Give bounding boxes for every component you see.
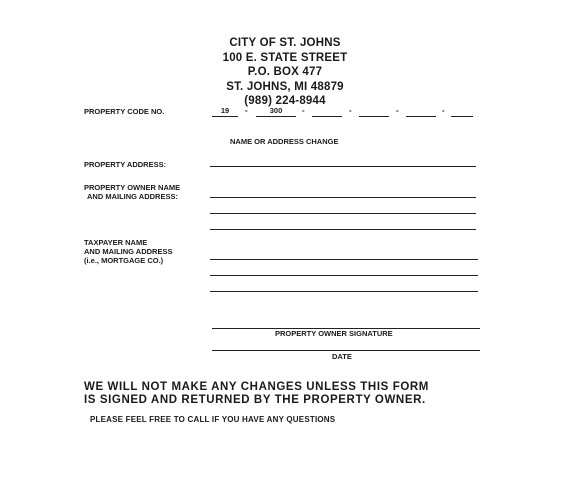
property-code-dash-4: - [396,106,399,115]
city-header [200,36,370,109]
property-code-segment-1-value: 19 [220,106,230,115]
section-title: NAME OR ADDRESS CHANGE [230,137,339,146]
owner-line-1[interactable] [210,197,476,198]
property-code-segment-1[interactable] [212,116,238,117]
property-code-segment-2-value: 300 [269,106,283,115]
property-address-label: PROPERTY ADDRESS: [84,160,167,169]
taxpayer-mailing-label: AND MAILING ADDRESS [84,247,173,256]
property-code-segment-3[interactable] [312,116,342,117]
property-address-line[interactable] [210,166,476,167]
footer-text: PLEASE FEEL FREE TO CALL IF YOU HAVE ANY QUESTIONS [90,415,336,424]
notice-text [84,381,429,407]
taxpayer-line-3[interactable] [210,291,478,292]
taxpayer-line-2[interactable] [210,275,478,276]
property-code-dash-3: - [349,106,352,115]
phone-number: (989) 224-8944 [244,95,326,107]
owner-name-label: PROPERTY OWNER NAME [84,183,181,192]
property-code-segment-2[interactable] [256,116,296,117]
date-line[interactable] [212,350,480,351]
taxpayer-line-1[interactable] [210,259,478,260]
owner-line-3[interactable] [210,229,476,230]
property-code-segment-4[interactable] [359,116,389,117]
signature-label: PROPERTY OWNER SIGNATURE [275,329,393,338]
city-state-zip: ST. JOHNS, MI 48879 [226,80,344,93]
taxpayer-example-label: (i.e., MORTGAGE CO.) [84,256,164,265]
notice-line-2: IS SIGNED AND RETURNED BY THE PROPERTY OWNER. [84,394,426,406]
date-label: DATE [332,352,352,361]
property-code-dash-1: - [245,106,248,115]
property-code-dash-2: - [302,106,305,115]
property-code-segment-5[interactable] [406,116,436,117]
owner-mailing-label: AND MAILING ADDRESS: [87,192,178,201]
notice-line-1: WE WILL NOT MAKE ANY CHANGES UNLESS THIS FORM [84,381,429,393]
property-code-dash-5: - [442,106,445,115]
po-box: P.O. BOX 477 [247,66,323,78]
city-name: CITY OF ST. JOHNS [229,37,341,49]
taxpayer-name-label: TAXPAYER NAME [84,238,148,247]
owner-line-2[interactable] [210,213,476,214]
property-code-segment-6[interactable] [451,116,473,117]
property-code-label: PROPERTY CODE NO. [84,107,165,116]
street-address: 100 E. STATE STREET [222,51,348,64]
